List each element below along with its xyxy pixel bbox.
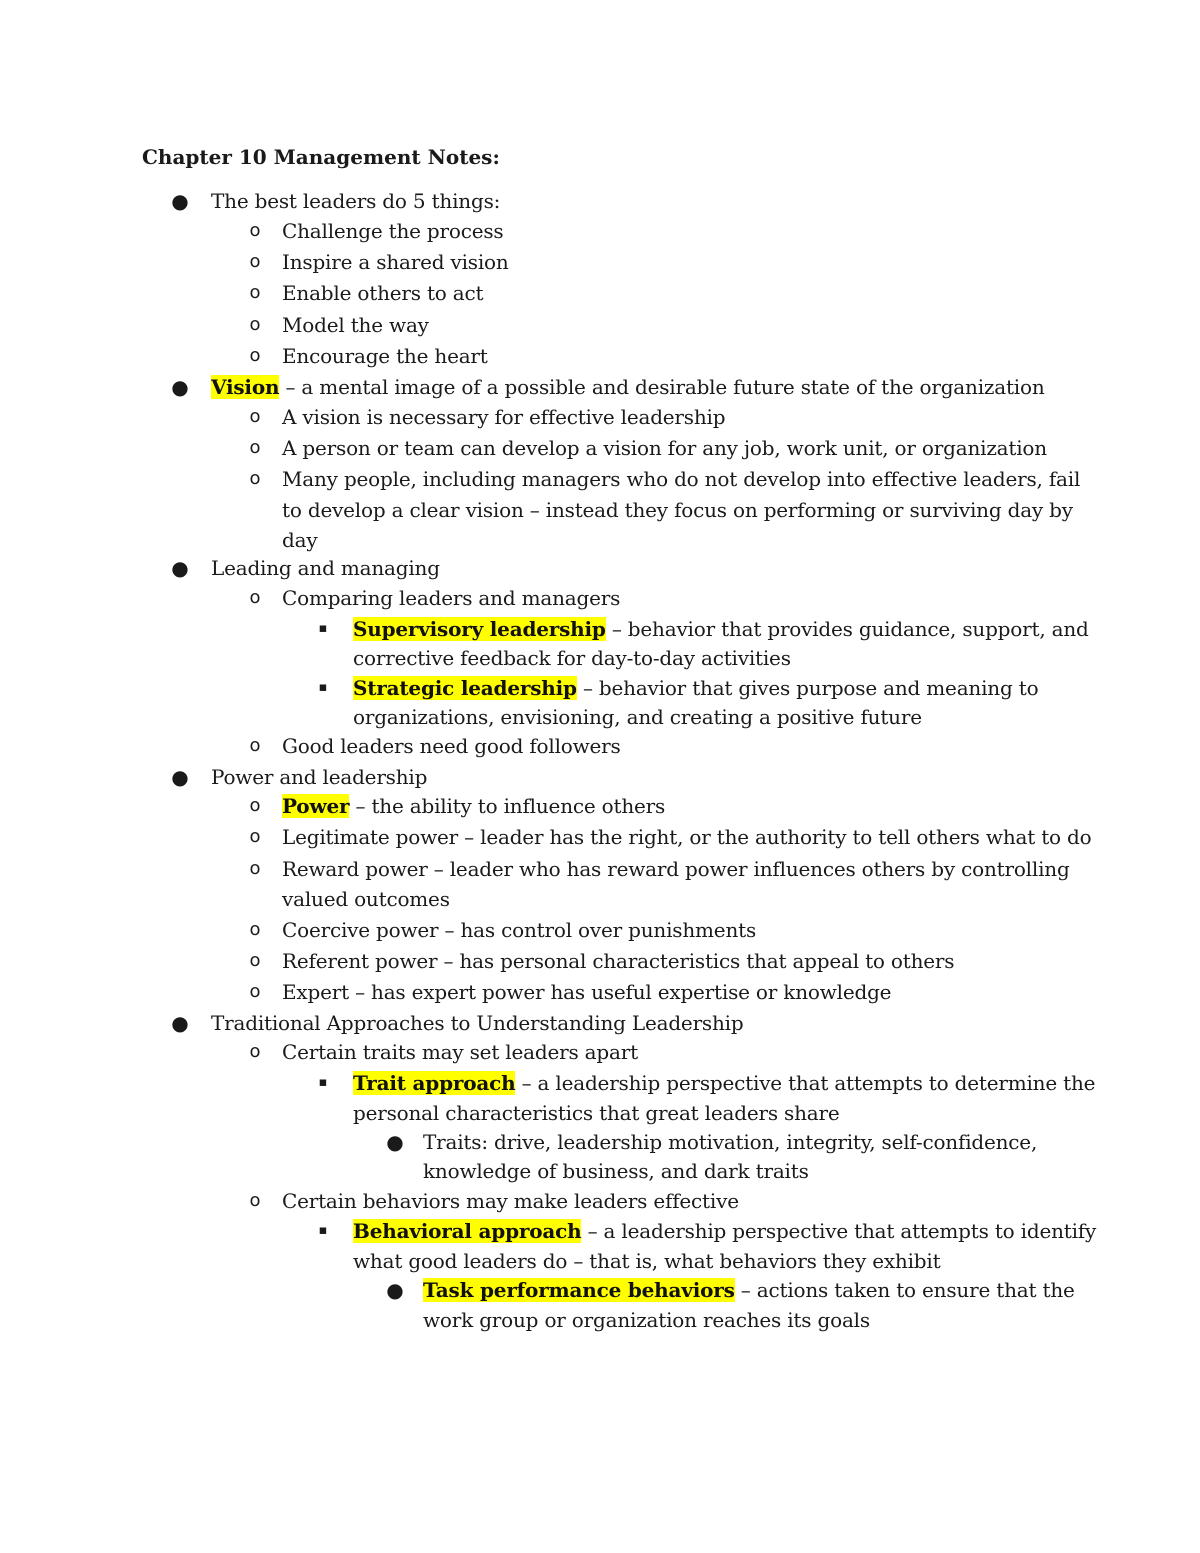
list-item-text: – behavior that provides guidance, support, and: [605, 617, 1089, 641]
bullet-marker-icon: ●: [171, 556, 189, 580]
list-item-text: Comparing leaders and managers: [282, 586, 621, 610]
list-item: [353, 1246, 940, 1276]
list-item-text: to develop a clear vision – instead they focus on performing or surviving day by: [282, 498, 1073, 522]
list-item: [282, 433, 1047, 463]
list-item-text: A person or team can develop a vision for any job, work unit, or organization: [282, 436, 1047, 460]
bullet-marker-icon: ●: [171, 1011, 189, 1035]
highlighted-term: Strategic leadership: [353, 676, 577, 700]
list-item: [282, 583, 620, 613]
list-item-text: Referent power – has personal characteristics that appeal to others: [282, 949, 955, 973]
list-item: [423, 1275, 1075, 1305]
circle-marker-icon: o: [249, 950, 261, 971]
list-item-text: corrective feedback for day-to-day activities: [353, 646, 791, 670]
bullet-marker-icon: ●: [171, 375, 189, 399]
circle-marker-icon: o: [249, 406, 261, 427]
list-item: [282, 915, 756, 945]
circle-marker-icon: o: [249, 919, 261, 940]
list-item-text: Inspire a shared vision: [282, 250, 509, 274]
list-item-text: day: [282, 528, 318, 552]
highlighted-term: Supervisory leadership: [353, 617, 606, 641]
list-item: [353, 1216, 1096, 1246]
circle-marker-icon: o: [249, 345, 261, 366]
bullet-marker-icon: ●: [171, 765, 189, 789]
list-item-text: The best leaders do 5 things:: [211, 189, 501, 213]
list-item-text: Leading and managing: [211, 556, 440, 580]
list-item-text: Legitimate power – leader has the right, or the authority to tell others what to do: [282, 825, 1092, 849]
list-item: [211, 553, 440, 583]
list-item-text: Certain traits may set leaders apart: [282, 1040, 638, 1064]
list-item-text: knowledge of business, and dark traits: [423, 1159, 809, 1183]
list-item: [423, 1156, 809, 1186]
circle-marker-icon: o: [249, 981, 261, 1002]
circle-marker-icon: o: [249, 858, 261, 879]
circle-marker-icon: o: [249, 1041, 261, 1062]
list-item: [353, 643, 791, 673]
list-item: [353, 702, 922, 732]
list-item: [211, 762, 427, 792]
list-item: [282, 731, 621, 761]
circle-marker-icon: o: [249, 1190, 261, 1211]
list-item: [211, 186, 500, 216]
bullet-marker-icon: ●: [386, 1130, 404, 1154]
list-item-text: – behavior that gives purpose and meaning to: [576, 676, 1039, 700]
bullet-marker-icon: ●: [386, 1278, 404, 1302]
circle-marker-icon: o: [249, 282, 261, 303]
square-marker-icon: ▪: [318, 680, 328, 695]
list-item-text: Model the way: [282, 313, 429, 337]
circle-marker-icon: o: [249, 437, 261, 458]
list-item: [211, 372, 1045, 402]
list-item: [353, 1098, 840, 1128]
circle-marker-icon: o: [249, 314, 261, 335]
list-item: [282, 854, 1070, 884]
list-item-text: Certain behaviors may make leaders effective: [282, 1189, 739, 1213]
list-item: [211, 1008, 743, 1038]
list-item-text: Traits: drive, leadership motivation, integrity, self-confidence,: [423, 1130, 1038, 1154]
list-item: [282, 1037, 638, 1067]
list-item-text: Coercive power – has control over punishments: [282, 918, 757, 942]
circle-marker-icon: o: [249, 826, 261, 847]
list-item: [282, 977, 891, 1007]
list-item: [282, 341, 488, 371]
list-item-text: – the ability to influence others: [349, 794, 666, 818]
list-item-text: valued outcomes: [282, 887, 450, 911]
highlighted-term: Trait approach: [353, 1071, 516, 1095]
list-item: [282, 791, 665, 821]
list-item-text: what good leaders do – that is, what behaviors they exhibit: [353, 1249, 941, 1273]
circle-marker-icon: o: [249, 251, 261, 272]
list-item: [282, 310, 429, 340]
highlighted-term: Vision: [211, 375, 280, 399]
square-marker-icon: ▪: [318, 1223, 328, 1238]
list-item-text: Power and leadership: [211, 765, 428, 789]
list-item: [423, 1127, 1037, 1157]
circle-marker-icon: o: [249, 587, 261, 608]
square-marker-icon: ▪: [318, 1075, 328, 1090]
list-item-text: Enable others to act: [282, 281, 484, 305]
list-item-text: – a mental image of a possible and desirable future state of the organization: [279, 375, 1045, 399]
list-item: [282, 402, 725, 432]
circle-marker-icon: o: [249, 468, 261, 489]
circle-marker-icon: o: [249, 220, 261, 241]
list-item: [282, 247, 509, 277]
list-item: [353, 1068, 1095, 1098]
list-item: [282, 1186, 739, 1216]
highlighted-term: Task performance behaviors: [423, 1278, 735, 1302]
list-item-text: Expert – has expert power has useful expertise or knowledge: [282, 980, 892, 1004]
highlighted-term: Behavioral approach: [353, 1219, 582, 1243]
list-item: [282, 464, 1080, 494]
page-title: Chapter 10 Management Notes:: [142, 145, 500, 169]
list-item-text: – a leadership perspective that attempts to identify: [581, 1219, 1097, 1243]
list-item-text: personal characteristics that great leaders share: [353, 1101, 840, 1125]
list-item-text: organizations, envisioning, and creating a positive future: [353, 705, 922, 729]
list-item-text: work group or organization reaches its goals: [423, 1308, 870, 1332]
list-item-text: Challenge the process: [282, 219, 504, 243]
list-item: [282, 884, 450, 914]
circle-marker-icon: o: [249, 735, 261, 756]
list-item: [282, 278, 483, 308]
list-item: [282, 525, 317, 555]
list-item: [353, 614, 1089, 644]
list-item-text: Good leaders need good followers: [282, 734, 621, 758]
list-item-text: Encourage the heart: [282, 344, 488, 368]
list-item-text: A vision is necessary for effective leadership: [282, 405, 726, 429]
list-item-text: – actions taken to ensure that the: [734, 1278, 1075, 1302]
list-item-text: Many people, including managers who do not develop into effective leaders, fail: [282, 467, 1081, 491]
list-item: [282, 216, 504, 246]
list-item: [282, 946, 954, 976]
list-item: [353, 673, 1038, 703]
bullet-marker-icon: ●: [171, 189, 189, 213]
list-item: [282, 822, 1092, 852]
list-item: [423, 1305, 870, 1335]
list-item-text: Traditional Approaches to Understanding Leadership: [211, 1011, 744, 1035]
highlighted-term: Power: [282, 794, 350, 818]
square-marker-icon: ▪: [318, 621, 328, 636]
circle-marker-icon: o: [249, 795, 261, 816]
list-item: [282, 495, 1073, 525]
list-item-text: – a leadership perspective that attempts to determine the: [515, 1071, 1096, 1095]
list-item-text: Reward power – leader who has reward power influences others by controlling: [282, 857, 1070, 881]
